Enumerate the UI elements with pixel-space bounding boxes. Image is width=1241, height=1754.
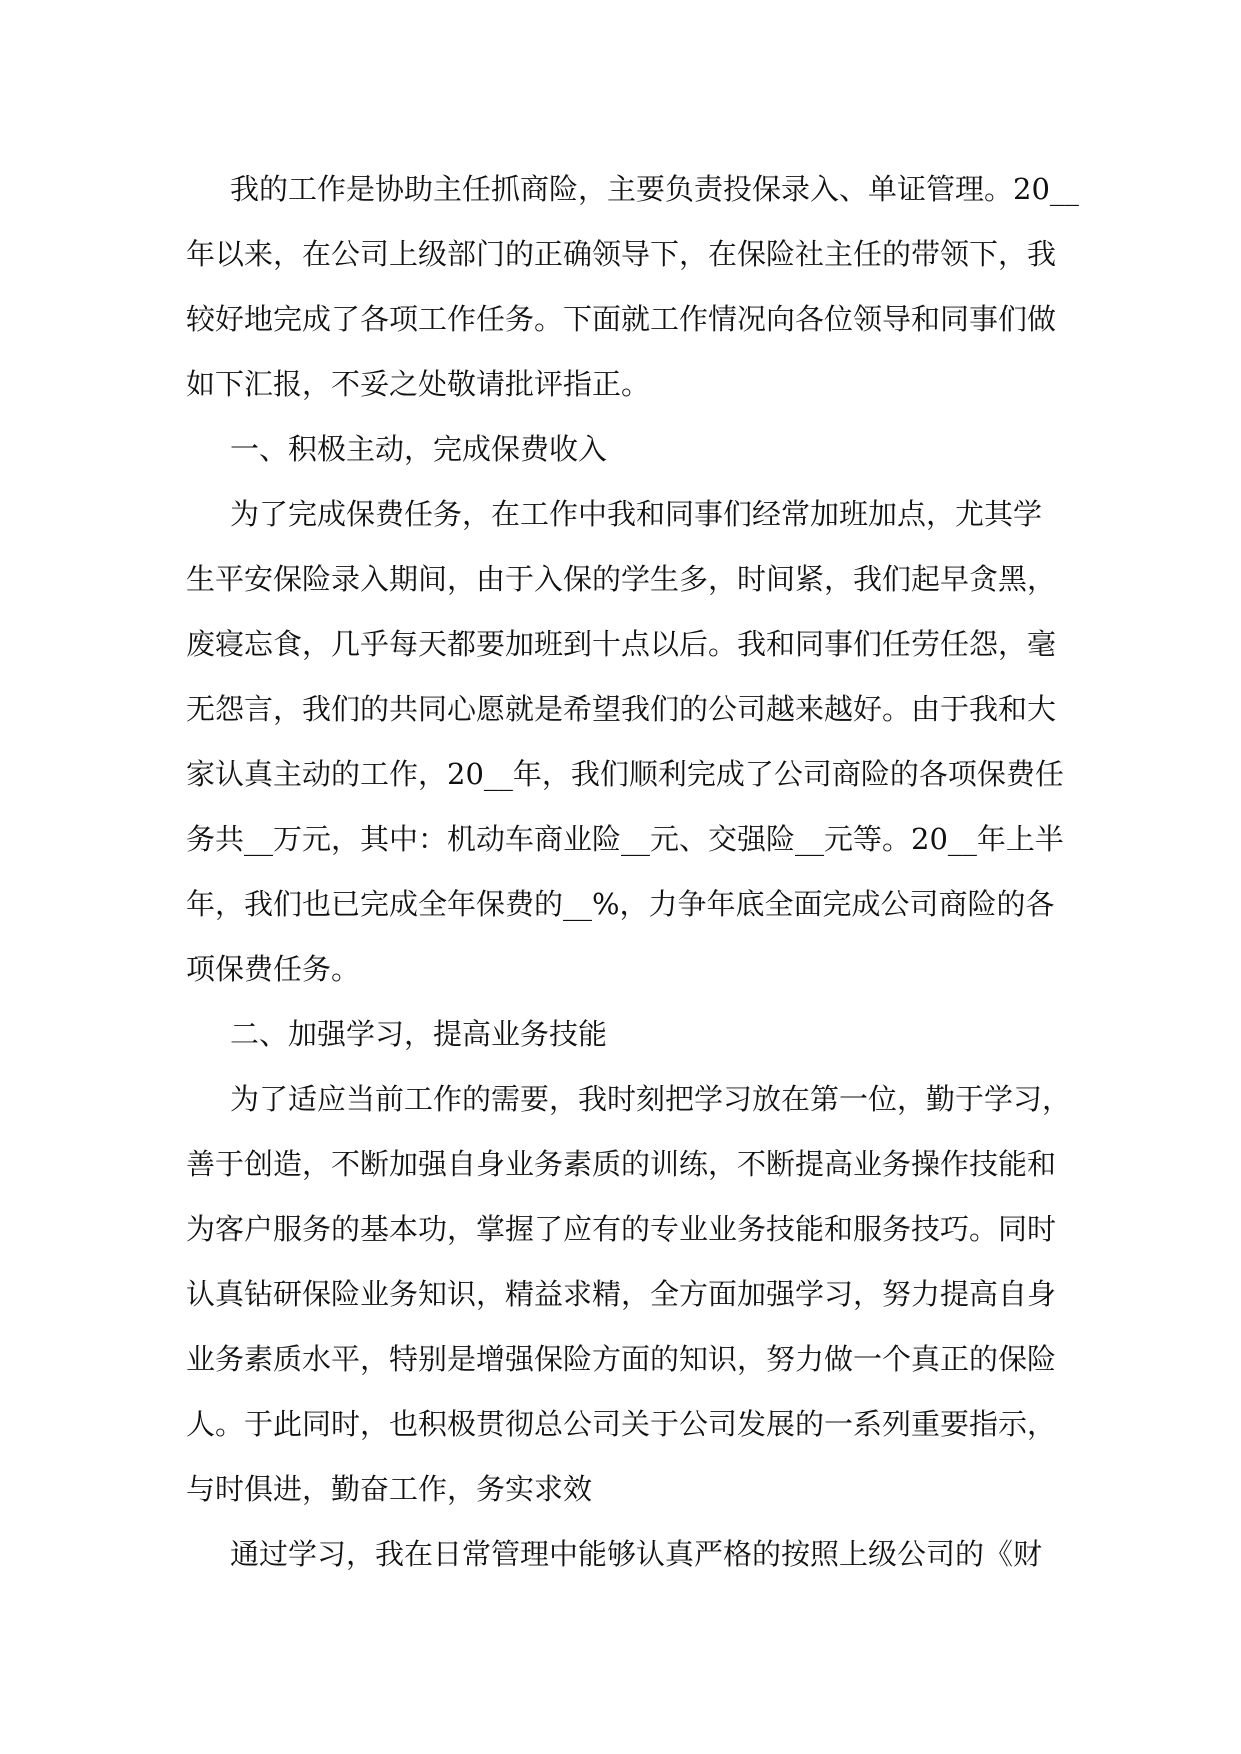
text-line: 业务素质水平，特别是增强保险方面的知识，努力做一个真正的保险 (186, 1342, 1057, 1376)
text-line: 如下汇报，不妥之处敬请批评指正。 (186, 367, 651, 401)
text-line: 我的工作是协助主任抓商险，主要负责投保录入、单证管理。20__ (230, 172, 1079, 206)
text-line: 年，我们也已完成全年保费的__%，力争年底全面完成公司商险的各 (186, 887, 1055, 921)
text-line: 年以来，在公司上级部门的正确领导下，在保险社主任的带领下，我 (186, 237, 1057, 271)
text-line: 无怨言，我们的共同心愿就是希望我们的公司越来越好。由于我和大 (186, 692, 1057, 726)
text-line: 善于创造，不断加强自身业务素质的训练，不断提高业务操作技能和 (186, 1147, 1057, 1181)
text-line: 为了完成保费任务，在工作中我和同事们经常加班加点，尤其学 (230, 497, 1043, 531)
text-line: 为客户服务的基本功，掌握了应有的专业业务技能和服务技巧。同时 (186, 1212, 1057, 1246)
text-line: 与时俱进，勤奋工作，务实求效 (186, 1472, 593, 1506)
text-line: 一、积极主动，完成保费收入 (230, 432, 608, 466)
text-line: 二、加强学习，提高业务技能 (230, 1017, 608, 1051)
text-line: 较好地完成了各项工作任务。下面就工作情况向各位领导和同事们做 (186, 302, 1057, 336)
text-line: 务共__万元，其中：机动车商业险__元、交强险__元等。20__年上半 (186, 822, 1064, 856)
text-line: 认真钻研保险业务知识，精益求精，全方面加强学习，努力提高自身 (186, 1277, 1057, 1311)
text-line: 废寝忘食，几乎每天都要加班到十点以后。我和同事们任劳任怨，毫 (186, 627, 1057, 661)
text-line: 家认真主动的工作，20__年，我们顺利完成了公司商险的各项保费任 (186, 757, 1064, 791)
text-line: 为了适应当前工作的需要，我时刻把学习放在第一位，勤于学习， (230, 1082, 1072, 1116)
text-line: 人。于此同时，也积极贯彻总公司关于公司发展的一系列重要指示， (186, 1407, 1057, 1441)
document-body (186, 157, 1079, 1587)
text-line: 生平安保险录入期间，由于入保的学生多，时间紧，我们起早贪黑， (186, 562, 1057, 596)
text-line: 项保费任务。 (186, 952, 361, 986)
text-line: 通过学习，我在日常管理中能够认真严格的按照上级公司的《财 (230, 1537, 1043, 1571)
